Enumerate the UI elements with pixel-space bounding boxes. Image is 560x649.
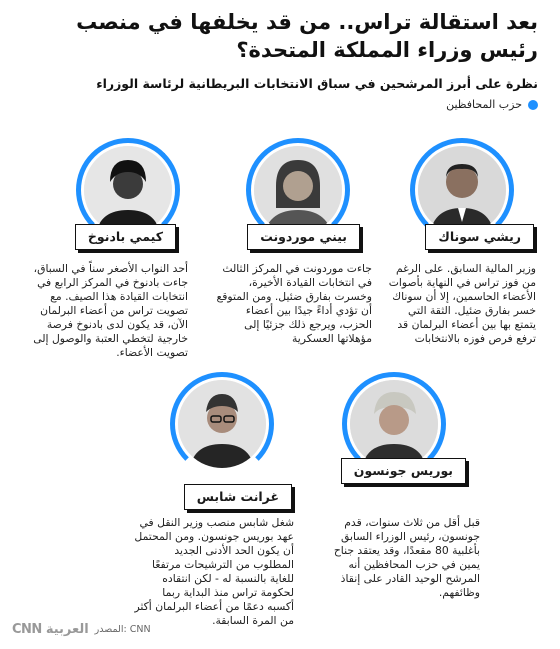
candidate-description: قبل أقل من ثلاث سنوات، قدم جونسون، رئيس الوزراء السابق بأغلبية 80 مقعدًا، وقد يعتقد جناح يمين في حزب المحافظين أنه المرشح الوحيد القادر على إنقاذ وظائفهم. [333,516,480,599]
candidate-name: كيمي بادنوخ [75,224,176,250]
candidate-description: شغل شابس منصب وزير النقل في عهد بوريس جونسون. ومن المحتمل أن يكون الحد الأدنى الجديد المطلوب من الترشيحات مرتفعًا للغاية بالنسبة له - لكن انتقاده لحكومة تراس منذ البداية ربما أكسبه دعمًا من أعضاء البرلمان أكثر من المرة السابقة. [134,516,294,627]
candidate-name: غرانت شابس [184,484,292,510]
candidate-photo-icon [254,146,342,234]
cnn-logo-icon: CNN العربية [12,622,89,637]
source-label: المصدر: CNN [94,624,151,635]
candidate-description: أحد النواب الأصغر سناً في السباق، جاءت بادنوخ في المركز الرابع في انتخابات القيادة هذا الصيف. مع تصويت تراس من أعضاء البرلمان الآن، قد يكون لدى بادنوخ فرصة خارجية لتخطي العتبة والوصول إلى تصويت الأعضاء. [33,262,188,359]
candidate-name: ريشي سوناك [425,224,534,250]
candidate-photo-icon [418,146,506,234]
footer [12,622,151,637]
legend-dot-icon [528,100,538,110]
page-subtitle: نظرة على أبرز المرشحين في سباق الانتخابات البريطانية لرئاسة الوزراء [96,76,538,91]
candidate-photo-icon [178,380,266,468]
legend [446,98,538,111]
candidate-card-shapps [170,372,290,492]
candidate-name: بوريس جونسون [341,458,466,484]
candidate-name: بيني موردونت [247,224,360,250]
candidate-description: وزير المالية السابق. على الرغم من فوز تراس في النهاية بأصوات الأعضاء الحاسمين، إلا أن سوناك خسر بفارق ضئيل. الثقة التي يتمتع بها بين أعضاء البرلمان قد ترفع فرص فوزه بالانتخابات [388,262,536,345]
candidate-photo-icon [350,380,438,468]
legend-label: حزب المحافظين [446,98,522,111]
page-title: بعد استقالة تراس.. من قد يخلفها في منصب رئيس وزراء المملكة المتحدة؟ [76,10,538,62]
candidate-description: جاءت موردونت في المركز الثالث في انتخابات القيادة الأخيرة، وخسرت بفارق ضئيل. ومن المتوقع أن تؤدي أداءً جيدًا بين أعضاء الحزب، ويرجع ذلك جزئيًا إلى مؤهلاتها العسكرية [216,262,372,345]
candidate-photo-icon [84,146,172,234]
